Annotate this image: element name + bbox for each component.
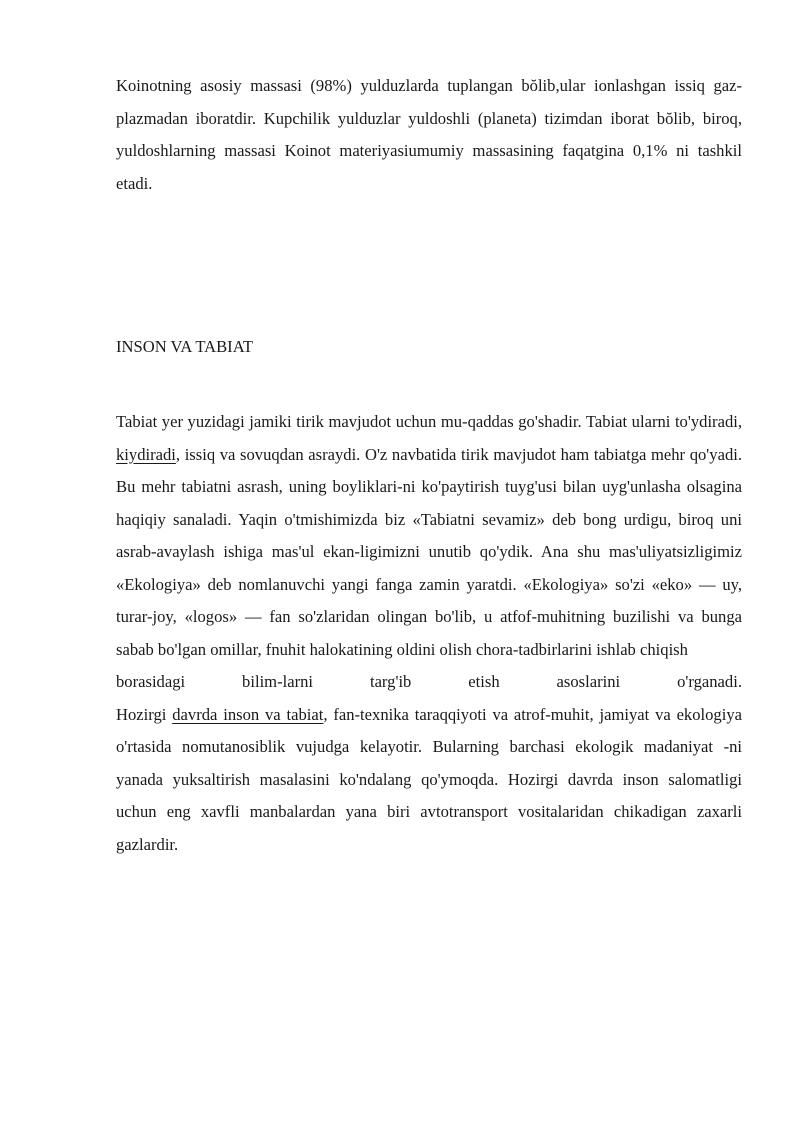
- justified-line: [116, 666, 742, 699]
- body-text-c: Hozirgi: [116, 704, 173, 724]
- intro-paragraph: Koinotning asosiy massasi (98%) yulduzlarda tuplangan bŏlib,ular ionlashgan issiq gaz-plazmadan iboratdir. Kupchilik yulduzlar yuldoshli (planeta) tizimdan iborat bŏlib, biroq, yuldoshlarning massasi Koinot materiyasiumumiy massasining faqatgina 0,1% ni tashkil etadi.: [116, 76, 742, 193]
- body-text-b: , issiq va sovuqdan asraydi. O'z navbatida tirik mavjudot ham tabiatga mehr qo'yadi. Bu mehr tabiatni asrash, uning boyliklari-ni ko'paytirish tuyg'usi bilan uyg'unlasha olsagina haqiqiy sanaladi. Yaqin o'tmishimizda biz «Tabiatni sevamiz» deb bong urdigu, biroq uni asrab-avaylash ishiga mas'ul ekan-ligimizni unutib qo'ydik. Ana shu mas'uliyatsizligimiz «Ekologiya» deb nomlanuvchi yangi fanga zamin yaratdi. «Ekologiya» so'zi «eko» — uy, turar-joy, «logos» — fan so'zlaridan olingan bo'lib, u atfof-muhitning buzilishi va bunga sabab bo'lgan omillar, fnuhit halokatining oldini olish chora-tadbirlarini ishlab chiqish: [116, 444, 742, 659]
- body-text-d: , fan-texnika taraqqiyoti va atrof-muhit, jamiyat va ekologiya o'rtasida nomutanosiblik vujudga kelayotir. Bularning barchasi ekologik madaniyat -ni yanada yuksaltirish masalasini ko'ndalang qo'ymoqda. Hozirgi davrda inson salomatligi uchun eng xavfli manbalardan yana biri avtotransport vositalaridan chikadigan zaxarli gazlardir.: [116, 704, 743, 854]
- section-heading: INSON VA TABIAT: [116, 337, 253, 356]
- hyperlink-kiydiradi[interactable]: kiydiradi: [116, 444, 176, 464]
- word: targ'ib: [369, 672, 412, 691]
- word: bilim-larni: [242, 672, 314, 691]
- body-paragraph: [116, 406, 742, 861]
- word: etish: [468, 672, 500, 691]
- hyperlink-davrda-inson-va-tabiat[interactable]: davrda inson va tabiat: [172, 704, 324, 724]
- word: asoslarini: [556, 672, 621, 691]
- word: o'rganadi.: [677, 672, 742, 691]
- word: borasidagi: [116, 672, 186, 691]
- body-text-a: Tabiat yer yuzidagi jamiki tirik mavjudot uchun mu-qaddas go'shadir. Tabiat ularni to'ydiradi,: [116, 412, 742, 431]
